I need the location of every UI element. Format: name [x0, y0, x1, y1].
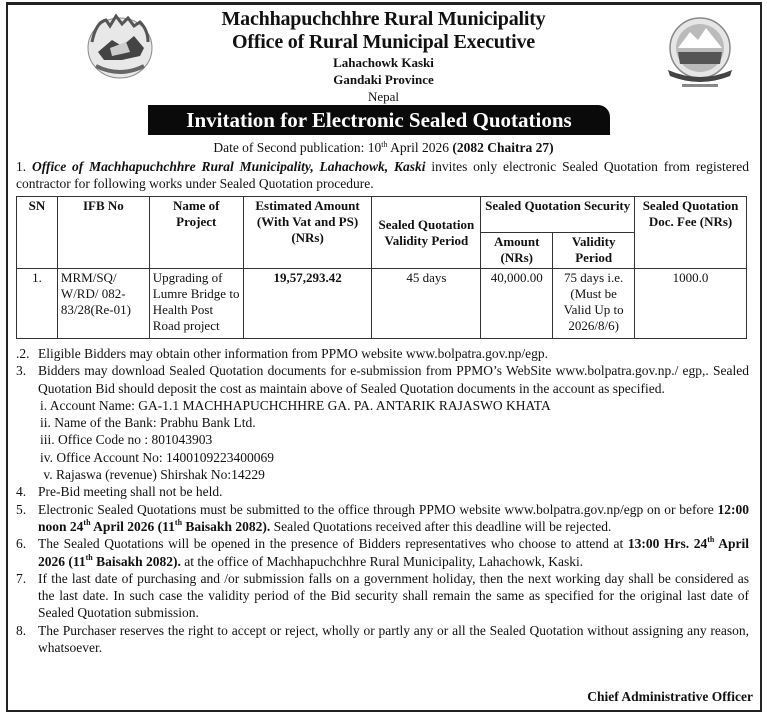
address-line-1: Lahachowk Kaski [333, 55, 434, 70]
col-header-security-validity: Validity Period [553, 233, 635, 269]
list-item: .2. Eligible Bidders may obtain other information from PPMO website www.bolpatra.gov.np/egp. [16, 346, 549, 361]
address-country: Nepal [367, 89, 400, 104]
cell-sn: 1. [17, 269, 58, 339]
list-item: 8. The Purchaser reserves the right to accept or reject, wholly or partly any or all the Sealed Quotation without assigning any reason, whatsoever. [16, 622, 749, 656]
list-item: 3. Bidders may download Sealed Quotation documents for e-submission from PPMO’s WebSite www.bolpatra.gov.np./ egp,. Sealed Quotation Bid should deposit the cost as maintain above of Sealed Quotation documents in the account as specified. [16, 363, 749, 396]
table-row [17, 269, 747, 339]
col-header-fee: Sealed Quotation Doc. Fee (NRs) [635, 197, 747, 269]
col-header-sn: SN [17, 197, 58, 269]
office-name-italic: Office of Machhapuchchhre Rural Municipality, Lahachowk, Kaski [31, 159, 426, 174]
col-header-security-amount: Amount (NRs) [481, 233, 553, 269]
office-name: Office of Rural Municipal Executive [232, 31, 535, 53]
cell-validity: 45 days [372, 269, 481, 339]
signatory: Chief Administrative Officer [587, 689, 753, 704]
office-account-no: iv. Office Account No: 1400109223400069 [40, 449, 274, 465]
account-details [16, 397, 749, 483]
intro-paragraph: 1. Office of Machhapuchchhre Rural Municipality, Lahachowk, Kaski invites only electronic Sealed Quotation from registered contractor for following works under Sealed Quotation procedure. [16, 159, 750, 191]
col-header-validity: Sealed Quotation Validity Period [372, 197, 481, 269]
quotation-table [16, 196, 747, 339]
list-item: 6. The Sealed Quotations will be opened in the presence of Bidders representatives who choose to attend at 13:00 Hrs. 24th April 2026 (11th Baisakh 2082). at the office of Machhapuchchhre Rural Municipality, Lahachowk, Kaski. [16, 535, 749, 569]
list-item: 4. Pre-Bid meeting shall not be held. [16, 484, 223, 500]
list-item: 7. If the last date of purchasing and /or submission falls on a government holiday, then the next working day shall be considered as the last date. In such case the validity period of the Bid security shall remain the same as specified for the original last date of Sealed Quotation submission. [16, 570, 749, 621]
cell-estimate: 19,57,293.42 [243, 269, 372, 339]
col-header-project: Name of Project [149, 197, 243, 269]
cell-project: Upgrading of Lumre Bridge to Health Post Road project [149, 269, 243, 339]
account-name: i. Account Name: GA-1.1 MACHHAPUCHCHHRE GA. PA. ANTARIK RAJASWO KHATA [40, 397, 551, 413]
publication-date: Date of Second publication: 10th April 2026 (2082 Chaitra 27) [213, 140, 554, 155]
cell-fee: 1000.0 [635, 269, 747, 339]
revenue-shirshak: v. Rajaswa (revenue) Shirshak No:14229 [40, 467, 265, 483]
office-code: iii. Office Code no : 801043903 [40, 432, 213, 448]
bank-name: ii. Name of the Bank: Prabhu Bank Ltd. [40, 415, 256, 431]
address-line-2: Gandaki Province [333, 72, 434, 87]
municipality-name: Machhapuchchhre Rural Municipality [221, 8, 546, 30]
col-header-ifb: IFB No [57, 197, 149, 269]
col-header-estimate: Estimated Amount (With Vat and PS) (NRs) [243, 197, 372, 269]
cell-ifb: MRM/SQ/ W/RD/ 082- 83/28(Re-01) [57, 269, 149, 339]
cell-security-validity: 75 days i.e. (Must be Valid Up to 2026/8/6) [553, 269, 635, 339]
notice-title-banner: Invitation for Electronic Sealed Quotations [148, 105, 610, 135]
terms-list [16, 345, 749, 656]
cell-security-amount: 40,000.00 [481, 269, 553, 339]
col-header-security: Sealed Quotation Security [481, 197, 635, 233]
list-item: 5. Electronic Sealed Quotations must be submitted to the office through PPMO website www.bolpatra.gov.np/egp on or before 12:00 noon 24th April 2026 (11th Baisakh 2082). Sealed Quotations received after this deadline will be rejected. [16, 501, 749, 534]
